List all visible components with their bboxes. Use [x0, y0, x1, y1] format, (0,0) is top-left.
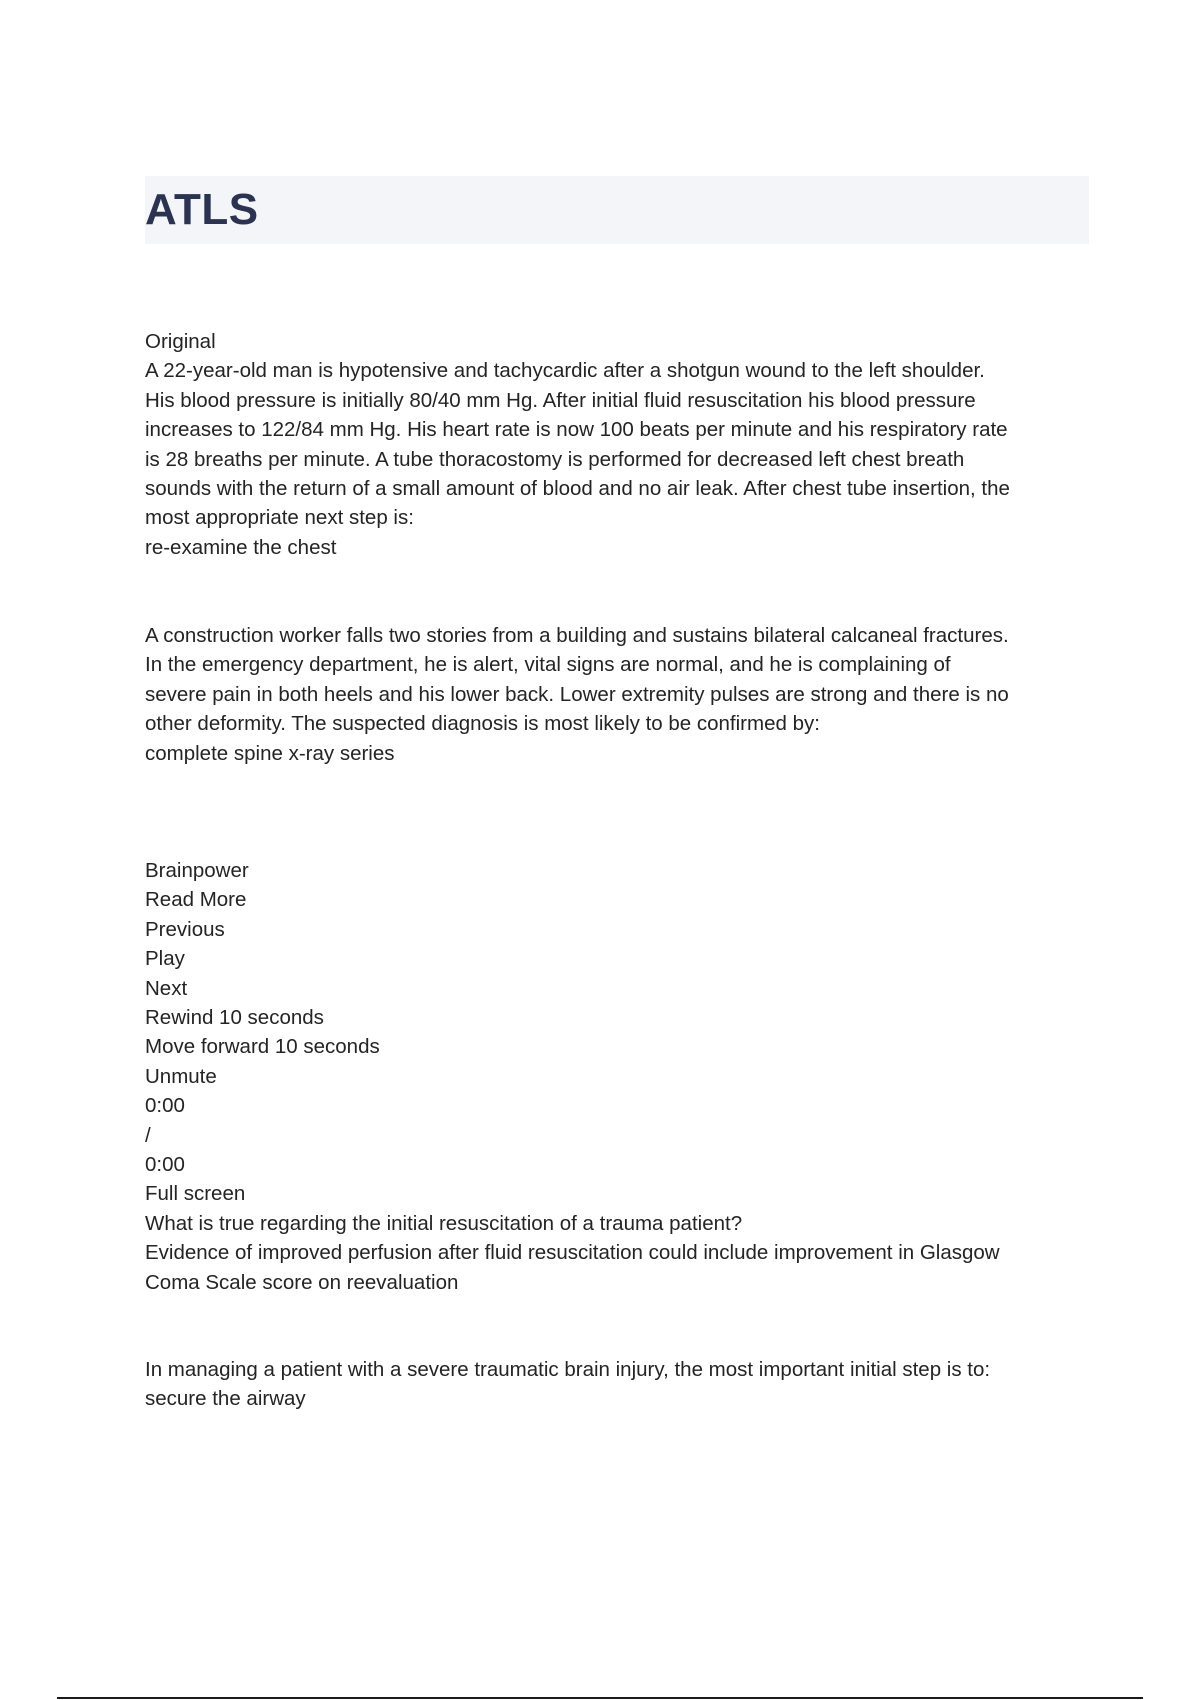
rewind-button[interactable]: Rewind 10 seconds	[145, 1006, 324, 1030]
current-time: 0:00	[145, 1094, 185, 1118]
page-title: ATLS	[145, 185, 259, 234]
question-line: In managing a patient with a severe traumatic brain injury, the most important initial step is to:	[145, 1358, 991, 1381]
time-separator: /	[145, 1123, 151, 1147]
footer-divider	[57, 1697, 1143, 1699]
question-line: most appropriate next step is:	[145, 506, 414, 530]
question-line: increases to 122/84 mm Hg. His heart rate is now 100 beats per minute and his respiratory rate	[145, 418, 1008, 442]
question-line: In the emergency department, he is alert, vital signs are normal, and he is complaining of	[145, 653, 951, 677]
next-button[interactable]: Next	[145, 976, 188, 1000]
question-line: sounds with the return of a small amount of blood and no air leak. After chest tube insertion, the	[145, 477, 1010, 501]
play-button[interactable]: Play	[145, 947, 185, 971]
read-more-link[interactable]: Read More	[145, 888, 247, 912]
answer-line: complete spine x-ray series	[145, 741, 395, 765]
answer-line: re-examine the chest	[145, 535, 337, 559]
question-line: A 22-year-old man is hypotensive and tachycardic after a shotgun wound to the left shoulder.	[145, 359, 985, 383]
unmute-button[interactable]: Unmute	[145, 1064, 217, 1088]
question-line: His blood pressure is initially 80/40 mm Hg. After initial fluid resuscitation his blood pressure	[145, 388, 976, 412]
media-player-text-and-question	[145, 856, 1090, 1297]
answer-line: Evidence of improved perfusion after fluid resuscitation could include improvement in Glasgow	[145, 1241, 1000, 1265]
question-block-brain-injury	[145, 1355, 1090, 1414]
question-line: other deformity. The suspected diagnosis is most likely to be confirmed by:	[145, 712, 820, 736]
question-line: is 28 breaths per minute. A tube thoracostomy is performed for decreased left chest breath	[145, 447, 965, 471]
question-line: severe pain in both heels and his lower back. Lower extremity pulses are strong and there is no	[145, 682, 1009, 706]
forward-button[interactable]: Move forward 10 seconds	[145, 1035, 380, 1059]
title-band	[145, 176, 1089, 244]
brainpower-label: Brainpower	[145, 859, 249, 882]
duration-time: 0:00	[145, 1153, 185, 1177]
section-label: Original	[145, 330, 216, 353]
previous-button[interactable]: Previous	[145, 917, 225, 941]
answer-line: Coma Scale score on reevaluation	[145, 1270, 459, 1294]
question-line: A construction worker falls two stories from a building and sustains bilateral calcaneal fractures.	[145, 624, 1009, 647]
question-line: What is true regarding the initial resuscitation of a trauma patient?	[145, 1211, 743, 1235]
answer-line: secure the airway	[145, 1387, 306, 1411]
question-block-calcaneal-fracture	[145, 621, 1090, 768]
full-screen-button[interactable]: Full screen	[145, 1182, 246, 1206]
question-block-chest-tube	[145, 327, 1090, 562]
